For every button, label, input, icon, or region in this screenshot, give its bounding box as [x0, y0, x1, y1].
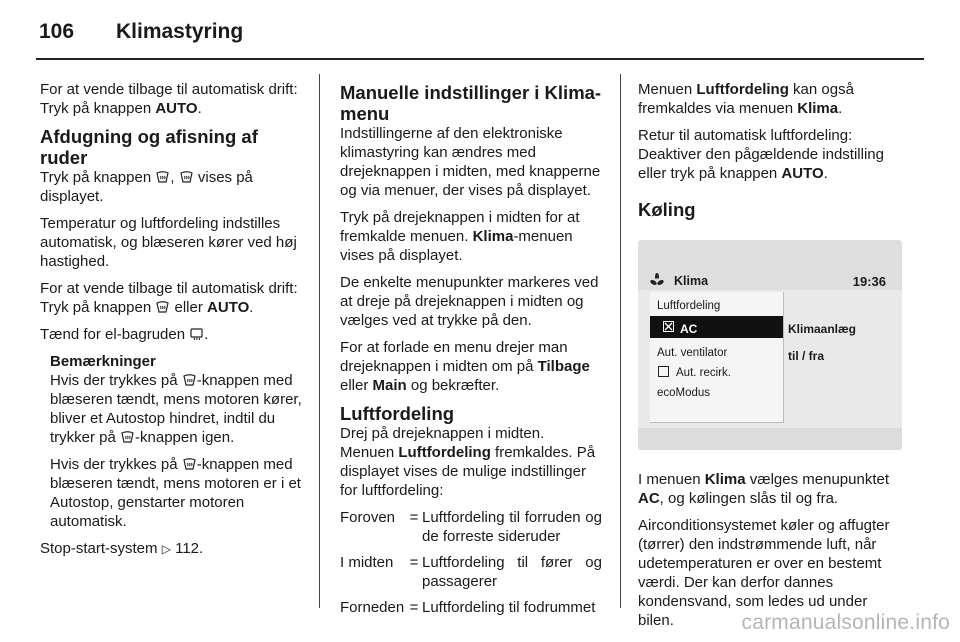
air-distribution-table: [340, 508, 602, 617]
checkbox-checked-icon: [663, 321, 674, 332]
windscreen-defrost-icon: [180, 171, 193, 183]
paragraph: Temperatur og luftfordeling indstilles automatisk, og blæseren kører ved høj hastighed.: [40, 215, 297, 270]
paragraph: Drej på drejeknappen i midten. Menuen Luftfordeling fremkaldes. På displayet vises de mulige indstillinger for luftfordeling:: [340, 425, 596, 499]
rear-window-heater-icon: [190, 328, 203, 340]
paragraph: Airconditionsystemet køler og affugter (tørrer) den indstrømmende luft, når udetemperaturen er over en bestemt værdi. Der kan derfor dannes kondensvand, som ledes ud under bilen.: [638, 517, 890, 629]
windscreen-defrost-icon: [156, 301, 169, 313]
note-paragraph: Hvis der trykkes på -knappen med blæseren tændt, mens motoren er i et Autostop, genstarter motoren automatisk.: [50, 456, 301, 530]
column-divider-right: [620, 74, 621, 608]
windscreen-defrost-icon: [121, 431, 134, 443]
page-header: [36, 18, 924, 58]
note-block: [50, 352, 304, 531]
windscreen-defrost-icon: [183, 458, 196, 470]
table-row: Foroven = Luftfordeling til forruden og de forreste sideruder: [340, 509, 602, 545]
section-heading-cooling: Køling: [638, 199, 696, 220]
fan-icon: [650, 273, 664, 287]
section-heading-air-distribution: Luftfordeling: [340, 403, 455, 424]
screen-menu-item: Aut. recirk.: [676, 367, 731, 379]
paragraph: For at forlade en menu drejer man drejeknappen i midten om på Tilbage eller Main og bekræfter.: [340, 339, 590, 394]
screen-menu: [650, 292, 784, 423]
watermark: carmanualsonline.info: [741, 611, 950, 634]
paragraph: I menuen Klima vælges menupunktet AC, og kølingen slås til og fra.: [638, 471, 889, 507]
screen-menu-item: Aut. ventilator: [657, 347, 728, 359]
header-rule: [36, 58, 924, 60]
screen-menu-item: ecoModus: [657, 387, 711, 399]
left-column: [40, 80, 304, 567]
climate-display-image: [638, 240, 902, 450]
page-number: 106: [39, 20, 75, 43]
middle-column: [340, 80, 602, 624]
section-heading-defrost: Afdugning og afisning af ruder: [40, 126, 258, 168]
windscreen-defrost-icon: [156, 171, 169, 183]
table-row: Forneden = Luftfordeling til fodrummet: [340, 599, 596, 616]
paragraph: For at vende tilbage til automatisk drift: Tryk på knappen AUTO.: [40, 81, 298, 117]
note-paragraph: Hvis der trykkes på -knappen med blæseren tændt, mens motoren kører, bliver et Autostop hindret, indtil du trykker på -knappen igen.: [50, 372, 302, 446]
screen-menu-item-selected: AC: [650, 316, 783, 338]
paragraph: Stop-start-system ▷ 112.: [40, 540, 204, 557]
right-column: [638, 80, 902, 638]
paragraph: Indstillingerne af den elektroniske klimastyring kan ændres med drejeknappen i midten, med knapperne og via menuer, der vises på displayet.: [340, 125, 601, 199]
windscreen-defrost-icon: [183, 374, 196, 386]
page-title: Klimastyring: [116, 20, 244, 43]
paragraph: Tryk på drejeknappen i midten for at fremkalde menuen. Klima-menuen vises på displayet.: [340, 209, 580, 264]
screen-clock: 19:36: [852, 274, 886, 289]
paragraph: Tænd for el-bagruden .: [40, 326, 209, 343]
section-heading-manual-settings: Manuelle indstillinger i Klima-menu: [340, 82, 602, 124]
paragraph: De enkelte menupunkter markeres ved at dreje på drejeknappen i midten og vælges ved at trykke på den.: [340, 274, 599, 329]
paragraph: Menuen Luftfordeling kan også fremkaldes via menuen Klima.: [638, 81, 854, 117]
paragraph: Retur til automatisk luftfordeling: Deaktiver den pågældende indstilling eller tryk på knappen AUTO.: [638, 127, 884, 182]
screen-menu-item: Luftfordeling: [657, 300, 721, 312]
table-row: I midten = Luftfordeling til fører og passagerer: [340, 554, 602, 590]
paragraph: Tryk på knappen , vises på displayet.: [40, 169, 253, 205]
screen-option-label: Klimaanlæg til / fra: [788, 322, 857, 363]
page-reference-arrow-icon: ▷: [161, 542, 171, 556]
column-divider-left: [319, 74, 320, 608]
note-title: Bemærkninger: [50, 353, 156, 370]
screen-title: Klima: [674, 274, 709, 288]
checkbox-unchecked-icon: [658, 366, 669, 377]
paragraph: For at vende tilbage til automatisk drift: Tryk på knappen eller AUTO.: [40, 280, 298, 316]
